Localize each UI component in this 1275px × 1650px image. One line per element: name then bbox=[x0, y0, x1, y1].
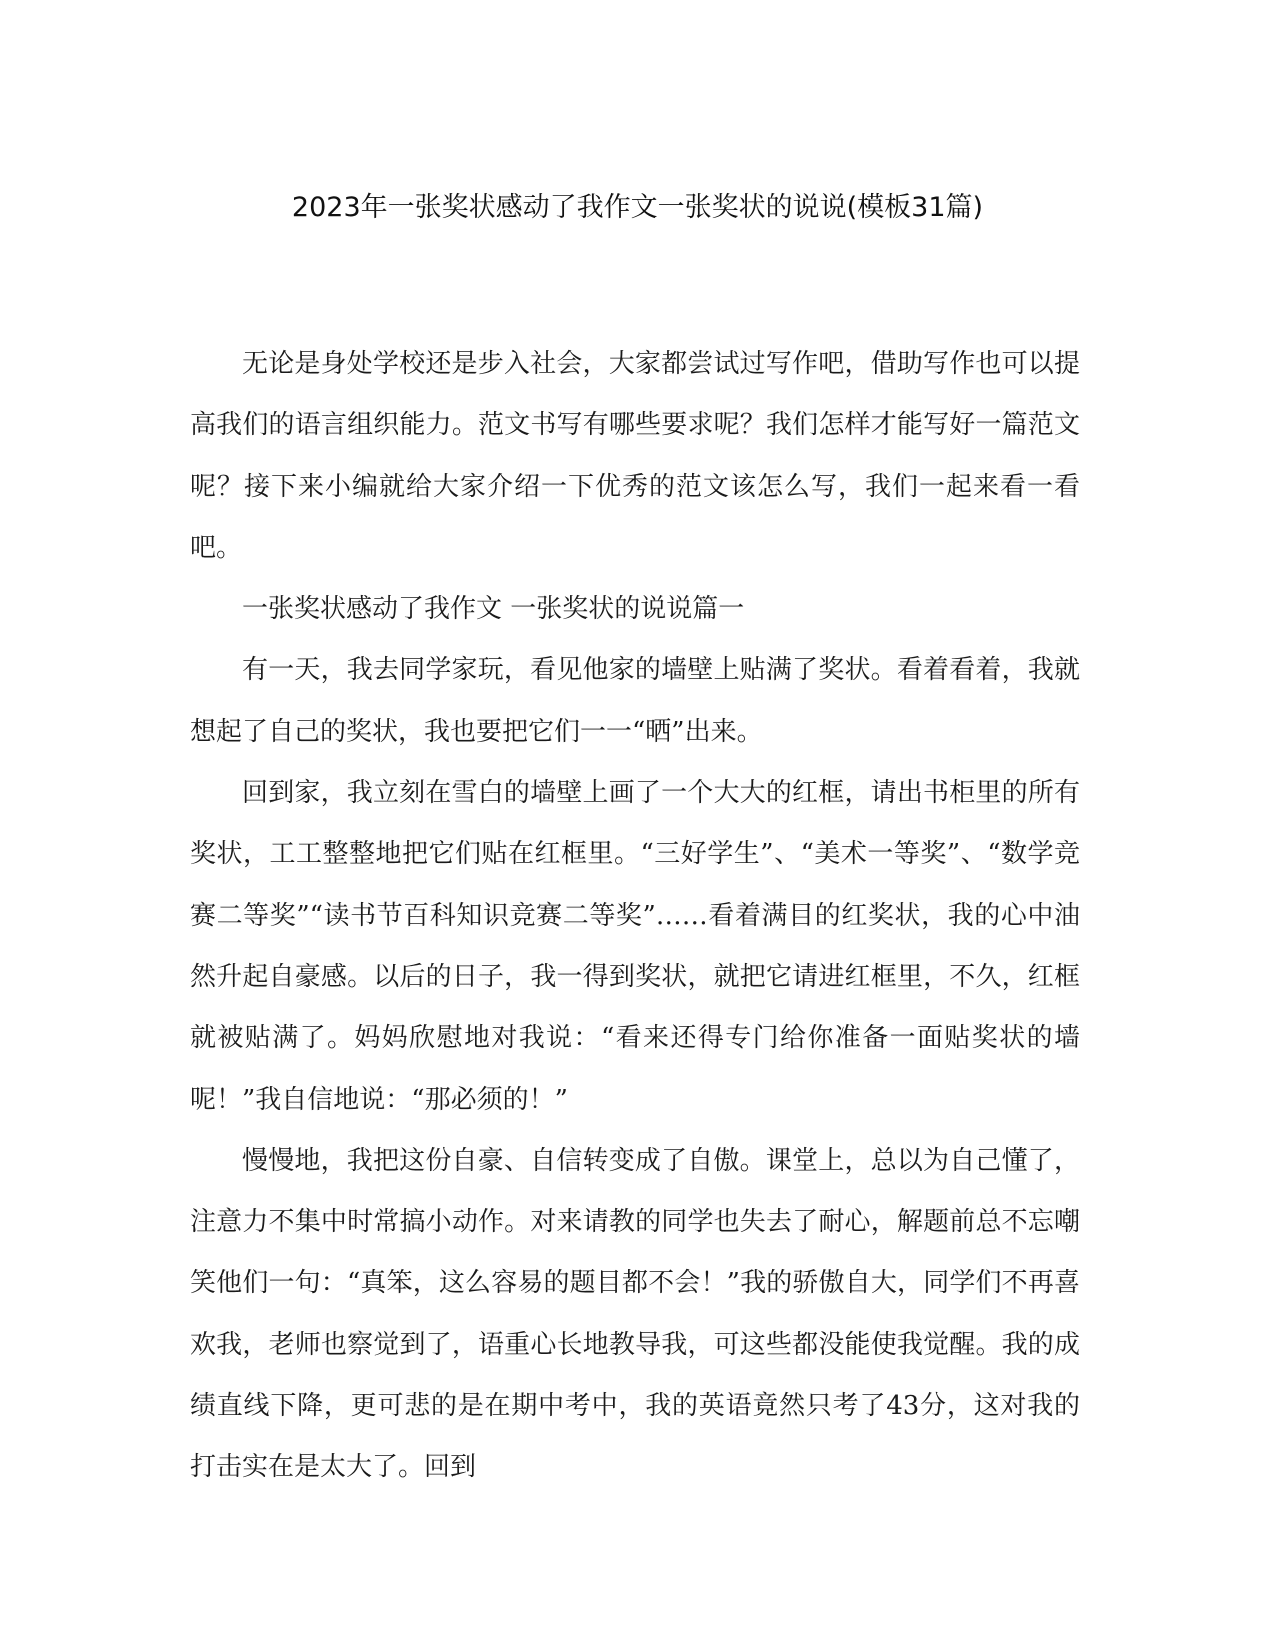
document-body bbox=[190, 334, 1080, 1499]
paragraph-section-heading: 一张奖状感动了我作文 一张奖状的说说篇一 bbox=[242, 594, 745, 625]
paragraph: 回到家，我立刻在雪白的墙壁上画了一个大大的红框，请出书柜里的所有奖状，工工整整地把它们贴在红框里。“三好学生”、“美术一等奖”、“数学竞赛二等奖”“读书节百科知识竞赛二等奖”……看着满目的红奖状，我的心中油然升起自豪感。以后的日子，我一得到奖状，就把它请进红框里，不久，红框就被贴满了。妈妈欣慰地对我说：“看来还得专门给你准备一面贴奖状的墙呢！”我自信地说：“那必须的！” bbox=[190, 778, 1080, 1115]
paragraph: 有一天，我去同学家玩，看见他家的墙壁上贴满了奖状。看着看着，我就想起了自己的奖状，我也要把它们一一“晒”出来。 bbox=[190, 655, 1080, 747]
paragraph: 慢慢地，我把这份自豪、自信转变成了自傲。课堂上，总以为自己懂了，注意力不集中时常搞小动作。对来请教的同学也失去了耐心，解题前总不忘嘲笑他们一句：“真笨，这么容易的题目都不会！”我的骄傲自大，同学们不再喜欢我，老师也察觉到了，语重心长地教导我，可这些都没能使我觉醒。我的成绩直线下降，更可悲的是在期中考中，我的英语竟然只考了43分，这对我的打击实在是太大了。回到 bbox=[190, 1145, 1080, 1483]
document-title: 2023年一张奖状感动了我作文一张奖状的说说(模板31篇) bbox=[291, 192, 984, 223]
paragraph-intro: 无论是身处学校还是步入社会，大家都尝试过写作吧，借助写作也可以提高我们的语言组织能力。范文书写有哪些要求呢？我们怎样才能写好一篇范文呢？接下来小编就给大家介绍一下优秀的范文该怎么写，我们一起来看一看吧。 bbox=[190, 349, 1080, 563]
